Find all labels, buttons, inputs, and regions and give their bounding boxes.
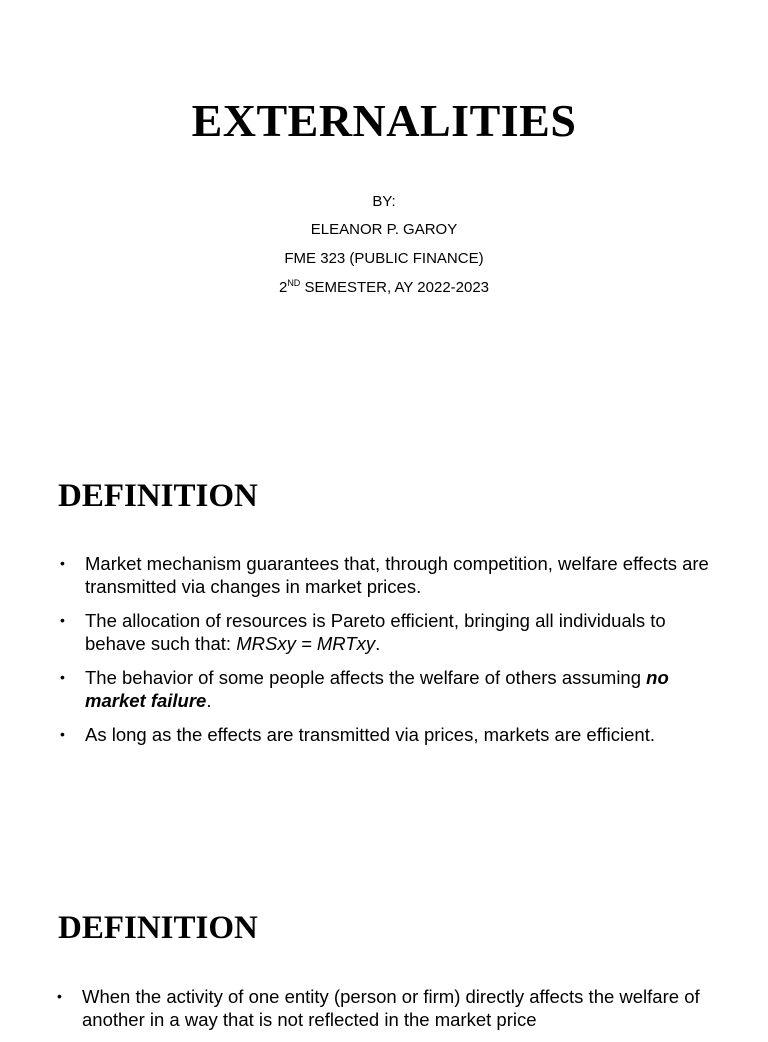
by-label: BY:: [372, 193, 396, 210]
bullet-icon: •: [60, 726, 65, 742]
course-name: FME 323 (PUBLIC FINANCE): [284, 250, 484, 267]
bullet-italic-formula: MRSxy = MRTxy: [236, 633, 376, 654]
semester-number: 2: [278, 279, 288, 296]
bullet-text: Market mechanism guarantees that, through competition, welfare effects are transmitted via changes in market prices.: [85, 553, 709, 597]
definition-bullet-list-2: [55, 985, 715, 1042]
bullet-icon: •: [60, 669, 65, 685]
semester-superscript: ND: [287, 278, 301, 288]
slide-title: EXTERNALITIES: [191, 95, 577, 146]
bullet-text: The allocation of resources is Pareto efficient, bringing all individuals to behave such that:: [85, 610, 666, 654]
author-name: ELEANOR P. GAROY: [310, 221, 458, 238]
bullet-text: When the activity of one entity (person or firm) directly affects the welfare of another in a way that is not reflected in the market price: [82, 986, 700, 1030]
definition-heading-2: DEFINITION: [58, 910, 258, 946]
bullet-icon: •: [57, 988, 62, 1004]
bullet-end: .: [206, 690, 212, 711]
bullet-text: The behavior of some people affects the welfare of others assuming: [85, 667, 647, 688]
semester-rest: SEMESTER, AY 2022-2023: [300, 279, 490, 296]
bullet-icon: •: [60, 612, 65, 628]
bullet-end: .: [375, 633, 381, 654]
list-item: [55, 985, 715, 1031]
bullet-bold-italic: no market failure: [85, 667, 669, 711]
bullet-text: As long as the effects are transmitted via prices, markets are efficient.: [85, 724, 655, 745]
definition-heading-1: DEFINITION: [58, 478, 258, 514]
bullet-icon: •: [60, 555, 65, 571]
